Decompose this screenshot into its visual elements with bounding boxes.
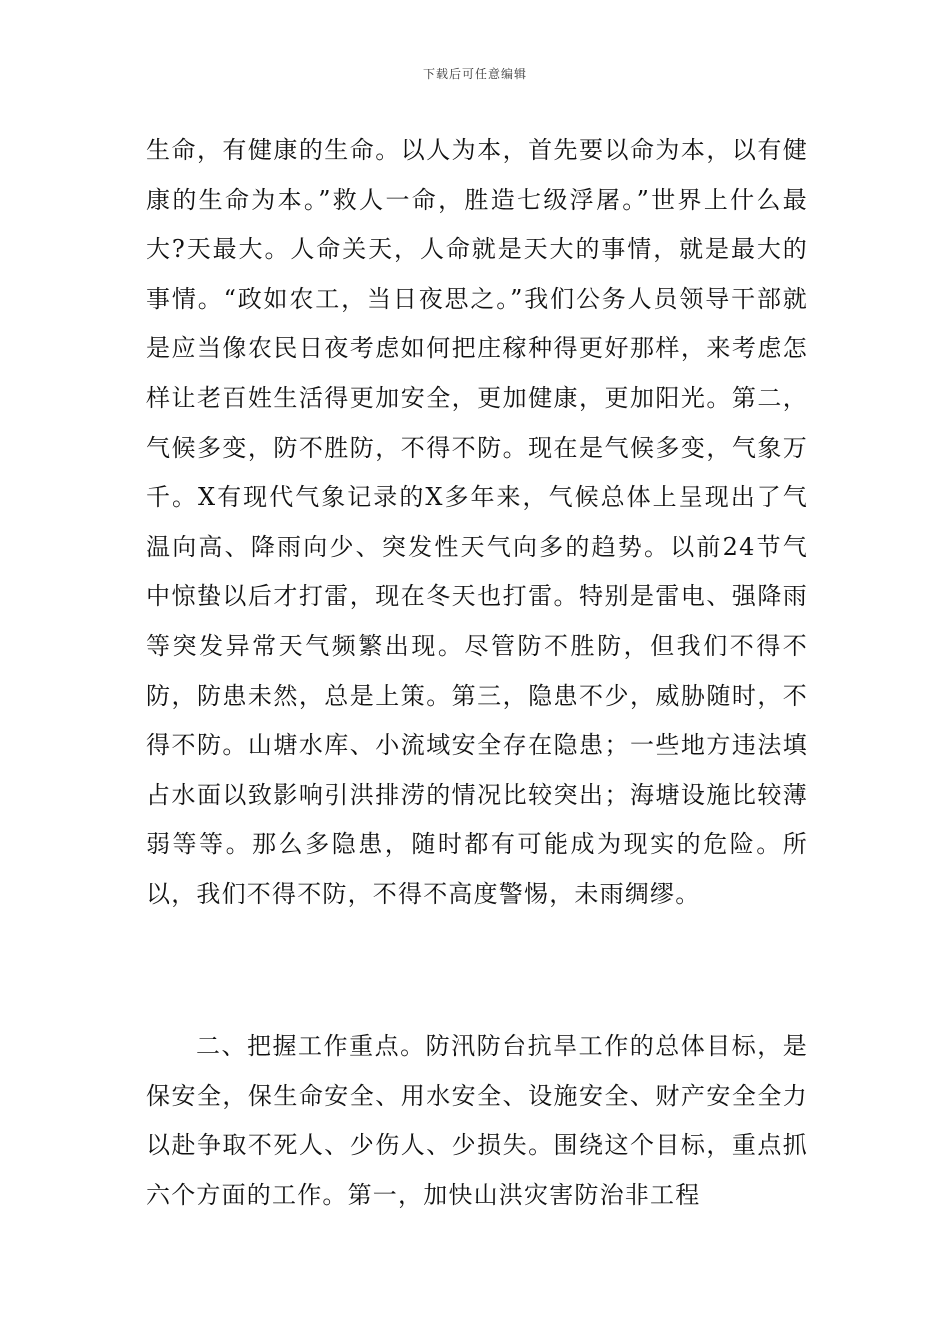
paragraph-2: 二、把握工作重点。防汛防台抗旱工作的总体目标，是保安全，保生命安全、用水安全、设施安全、财产安全全力以赴争取不死人、少伤人、少损失。围绕这个目标，重点抓六个方面的工作。第一，加快山洪灾害防治非工程 <box>146 1032 808 1209</box>
header-note: 下载后可任意编辑 <box>422 67 527 81</box>
paragraph-1: 生命，有健康的生命。以人为本，首先要以命为本，以有健康的生命为本。”救人一命，胜造七级浮屠。”世界上什么最大?天最大。人命关天，人命就是天大的事情，就是最大的事情。“政如农工，当日夜思之。”我们公务人员领导干部就是应当像农民日夜考虑如何把庄稼种得更好那样，来考虑怎样让老百姓生活得更加安全，更加健康，更加阳光。第二，气候多变，防不胜防，不得不防。现在是气候多变，气象万千。X有现代气象记录的X多年来，气候总体上呈现出了气温向高、降雨向少、突发性天气向多的趋势。以前24节气中惊蛰以后才打雷，现在冬天也打雷。特别是雷电、强降雨等突发异常天气频繁出现。尽管防不胜防，但我们不得不防，防患未然，总是上策。第三，隐患不少，威胁随时，不得不防。山塘水库、小流域安全存在隐患；一些地方违法填占水面以致影响引洪排涝的情况比较突出；海塘设施比较薄弱等等。那么多隐患，随时都有可能成为现实的危险。所以，我们不得不防，不得不高度警惕，未雨绸缪。 <box>146 136 808 908</box>
